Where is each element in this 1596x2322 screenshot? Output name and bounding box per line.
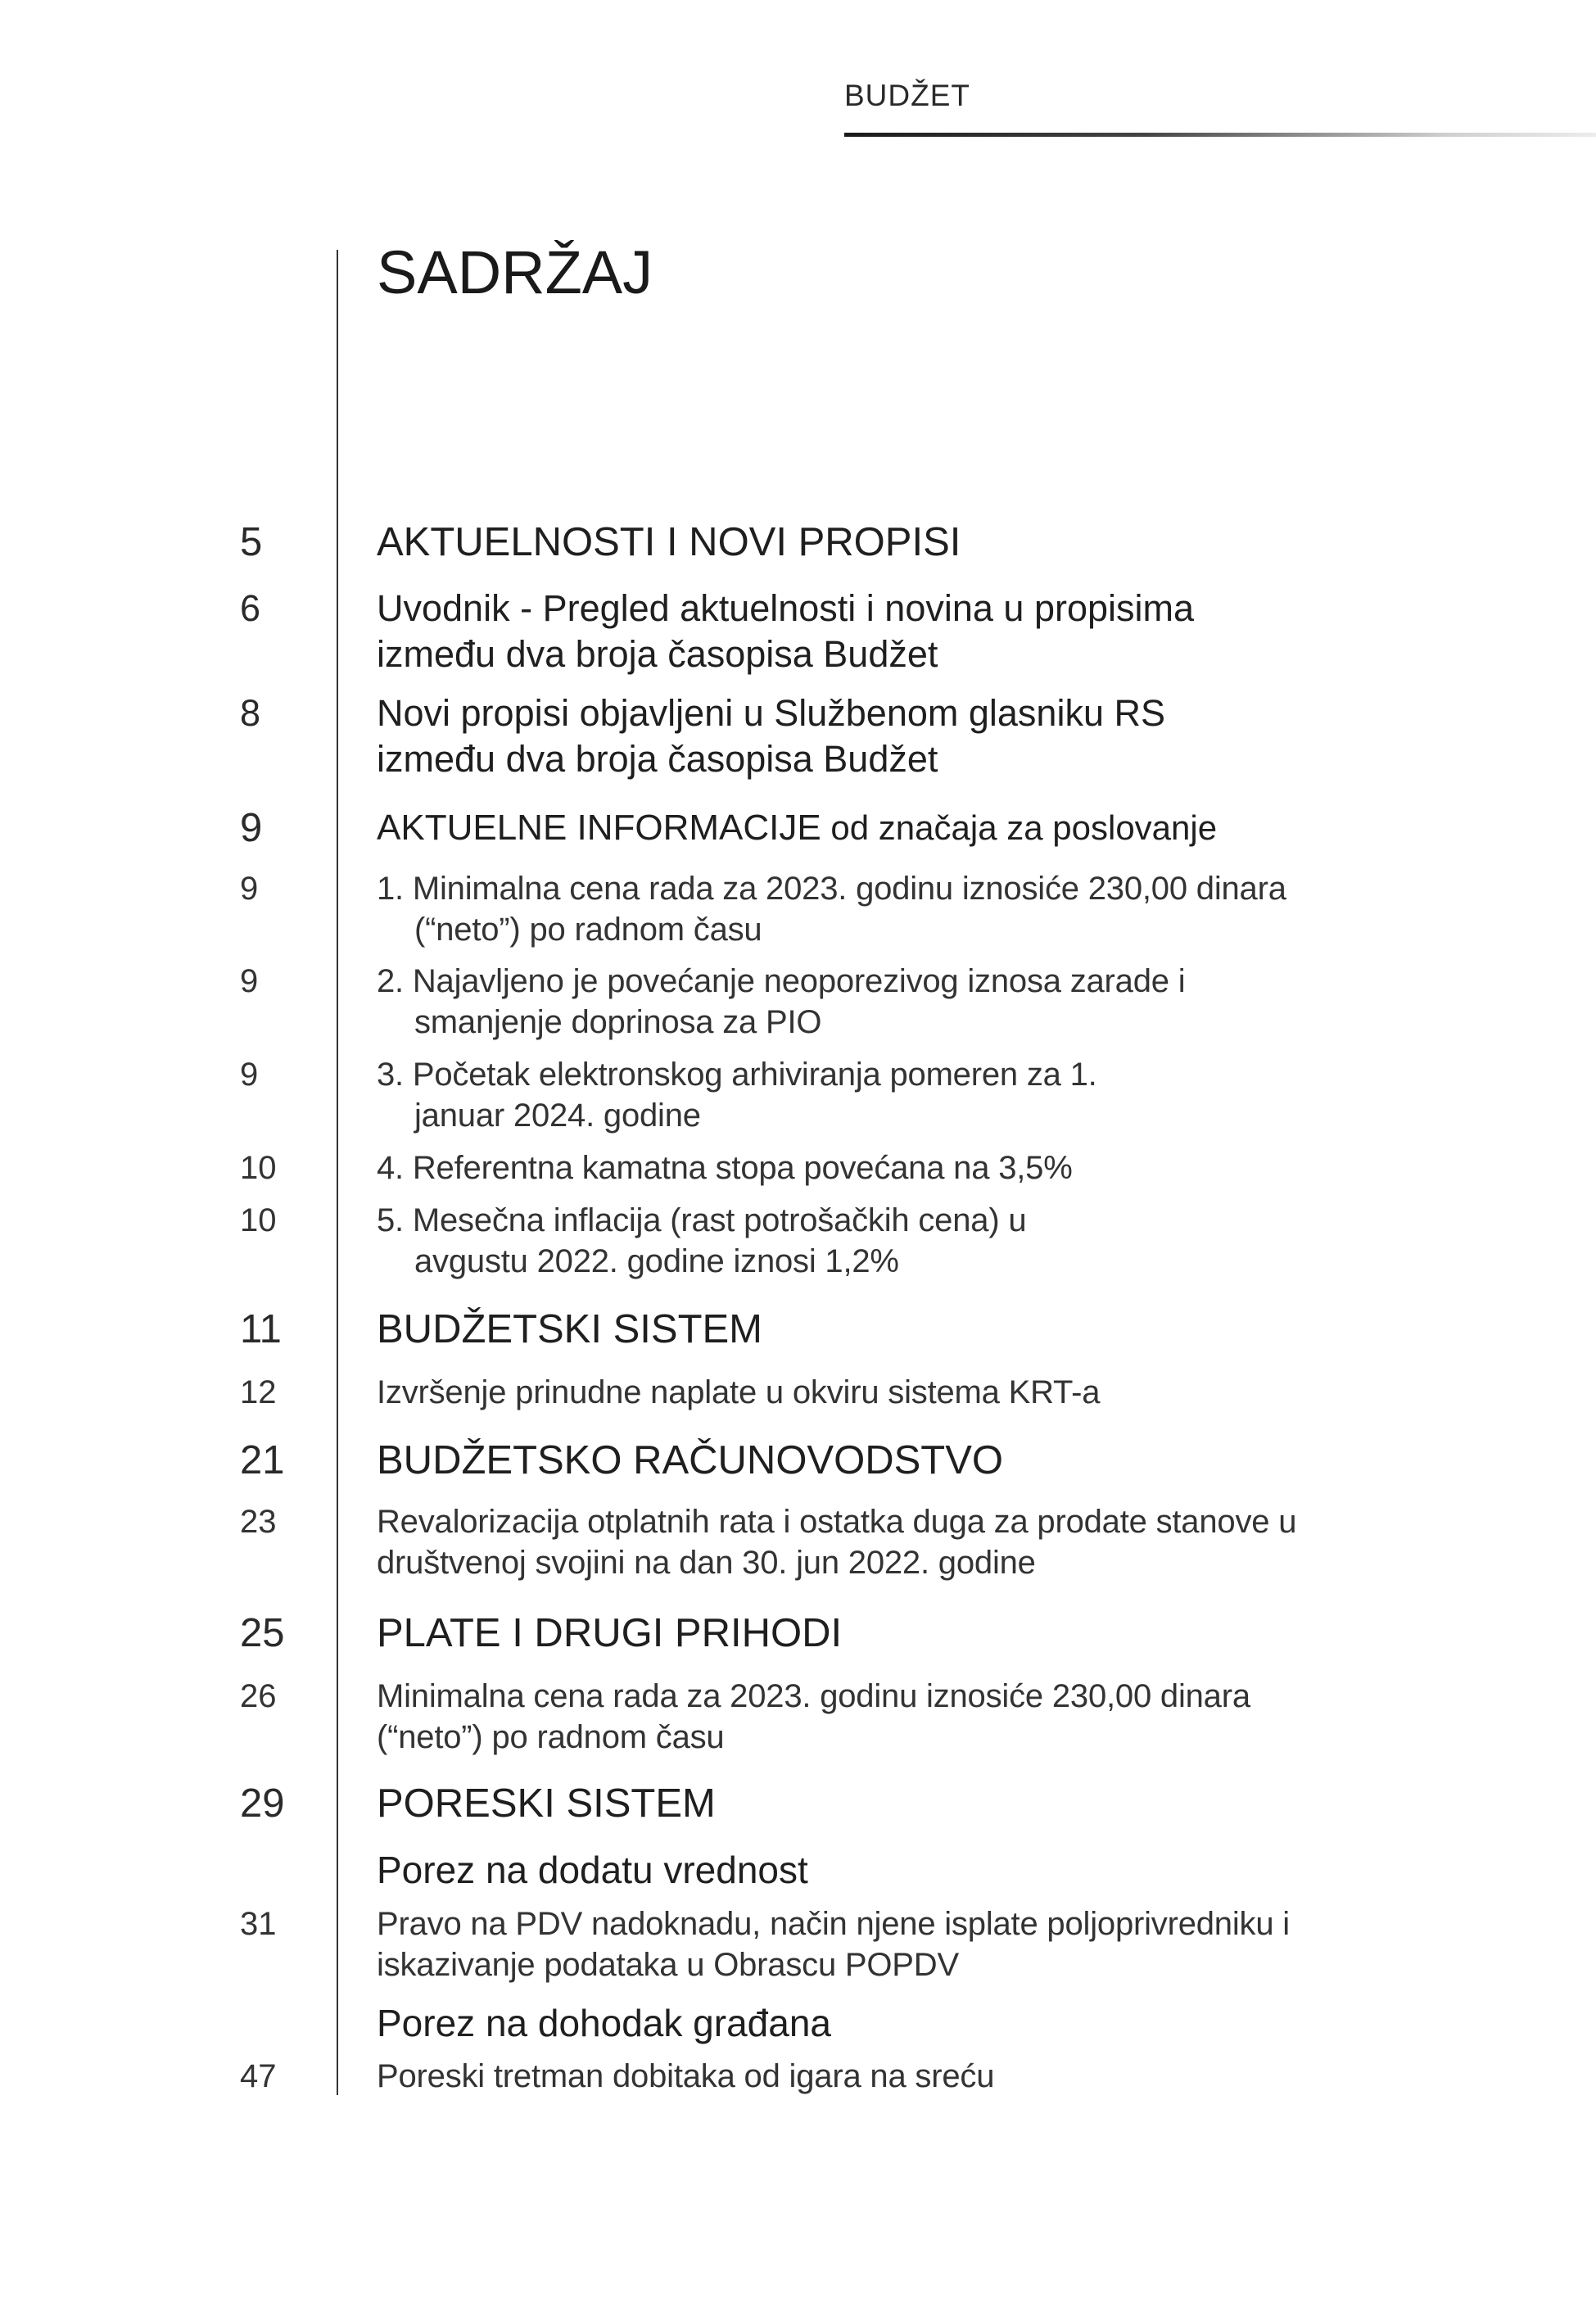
toc-category-label: Porez na dodatu vrednost (377, 1849, 808, 1891)
toc-page-number: 8 (240, 692, 261, 734)
toc-subitem-label: 1. Minimalna cena rada za 2023. godinu iznosiće 230,00 dinara (“neto”) po radnom času (377, 871, 1286, 948)
toc-subitem-label: 5. Mesečna inflacija (rast potrošačkih cena) u avgustu 2022. godine iznosi 1,2% (377, 1202, 1027, 1279)
running-header: BUDŽET (844, 79, 970, 112)
toc-section-label-caps: AKTUELNE INFORMACIJE (377, 808, 821, 848)
toc-section-label (377, 805, 1359, 851)
toc-subitem-label: 4. Referentna kamatna stopa povećana na 3,5% (377, 1150, 1073, 1186)
toc-page-number: 9 (240, 1057, 259, 1093)
toc-page-number: 9 (240, 871, 259, 907)
toc-item-label: Pravo na PDV nadoknadu, način njene isplate poljoprivredniku i iskazivanje podataka u Obrascu POPDV (377, 1906, 1290, 1983)
toc-page-number: 6 (240, 587, 261, 629)
toc-section-label-rest: od značaja za poslovanje (821, 808, 1218, 847)
toc-page-number: 11 (240, 1307, 282, 1351)
toc-section-label: BUDŽETSKI SISTEM (377, 1307, 763, 1351)
toc-item-label: Novi propisi objavljeni u Službenom glasniku RS između dva broja časopisa Budžet (377, 692, 1165, 780)
toc-page-number: 12 (240, 1374, 277, 1410)
toc-item-label: Poreski tretman dobitaka od igara na sreću (377, 2058, 995, 2094)
toc-page-number: 21 (240, 1438, 285, 1482)
toc-page-number: 25 (240, 1611, 285, 1655)
toc-page-number: 31 (240, 1906, 277, 1942)
toc-item-label: Minimalna cena rada za 2023. godinu iznosiće 230,00 dinara (“neto”) po radnom času (377, 1678, 1250, 1755)
page-title: SADRŽAJ (377, 238, 653, 306)
toc-section-label: PLATE I DRUGI PRIHODI (377, 1611, 843, 1655)
toc-page-number: 10 (240, 1202, 277, 1238)
toc-page-number: 23 (240, 1504, 277, 1540)
toc-section-label: BUDŽETSKO RAČUNOVODSTVO (377, 1438, 1004, 1482)
toc-page-number: 47 (240, 2058, 277, 2094)
toc-page-number: 10 (240, 1150, 277, 1186)
toc-item-label: Izvršenje prinudne naplate u okviru sistema KRT-a (377, 1374, 1101, 1410)
toc-page-number: 26 (240, 1678, 277, 1714)
toc-page-number: 29 (240, 1781, 285, 1826)
toc-item-label: Revalorizacija otplatnih rata i ostatka duga za prodate stanove u društvenoj svojini na dan 30. jun 2022. godine (377, 1504, 1297, 1581)
toc-page-number: 9 (240, 806, 263, 850)
header-rule (844, 133, 1596, 137)
toc-section-label: PORESKI SISTEM (377, 1781, 716, 1826)
toc-item-label: Uvodnik - Pregled aktuelnosti i novina u propisima između dva broja časopisa Budžet (377, 587, 1195, 675)
toc-section-label: AKTUELNOSTI I NOVI PROPISI (377, 520, 961, 564)
vertical-divider (337, 250, 338, 2095)
toc-page-number: 5 (240, 520, 263, 564)
toc-subitem-label: 2. Najavljeno je povećanje neoporezivog iznosa zarade i smanjenje doprinosa za PIO (377, 963, 1186, 1040)
toc-page-number: 9 (240, 963, 259, 999)
toc-subitem-label: 3. Početak elektronskog arhiviranja pomeren za 1. januar 2024. godine (377, 1057, 1097, 1134)
toc-category-label: Porez na dohodak građana (377, 2002, 831, 2044)
